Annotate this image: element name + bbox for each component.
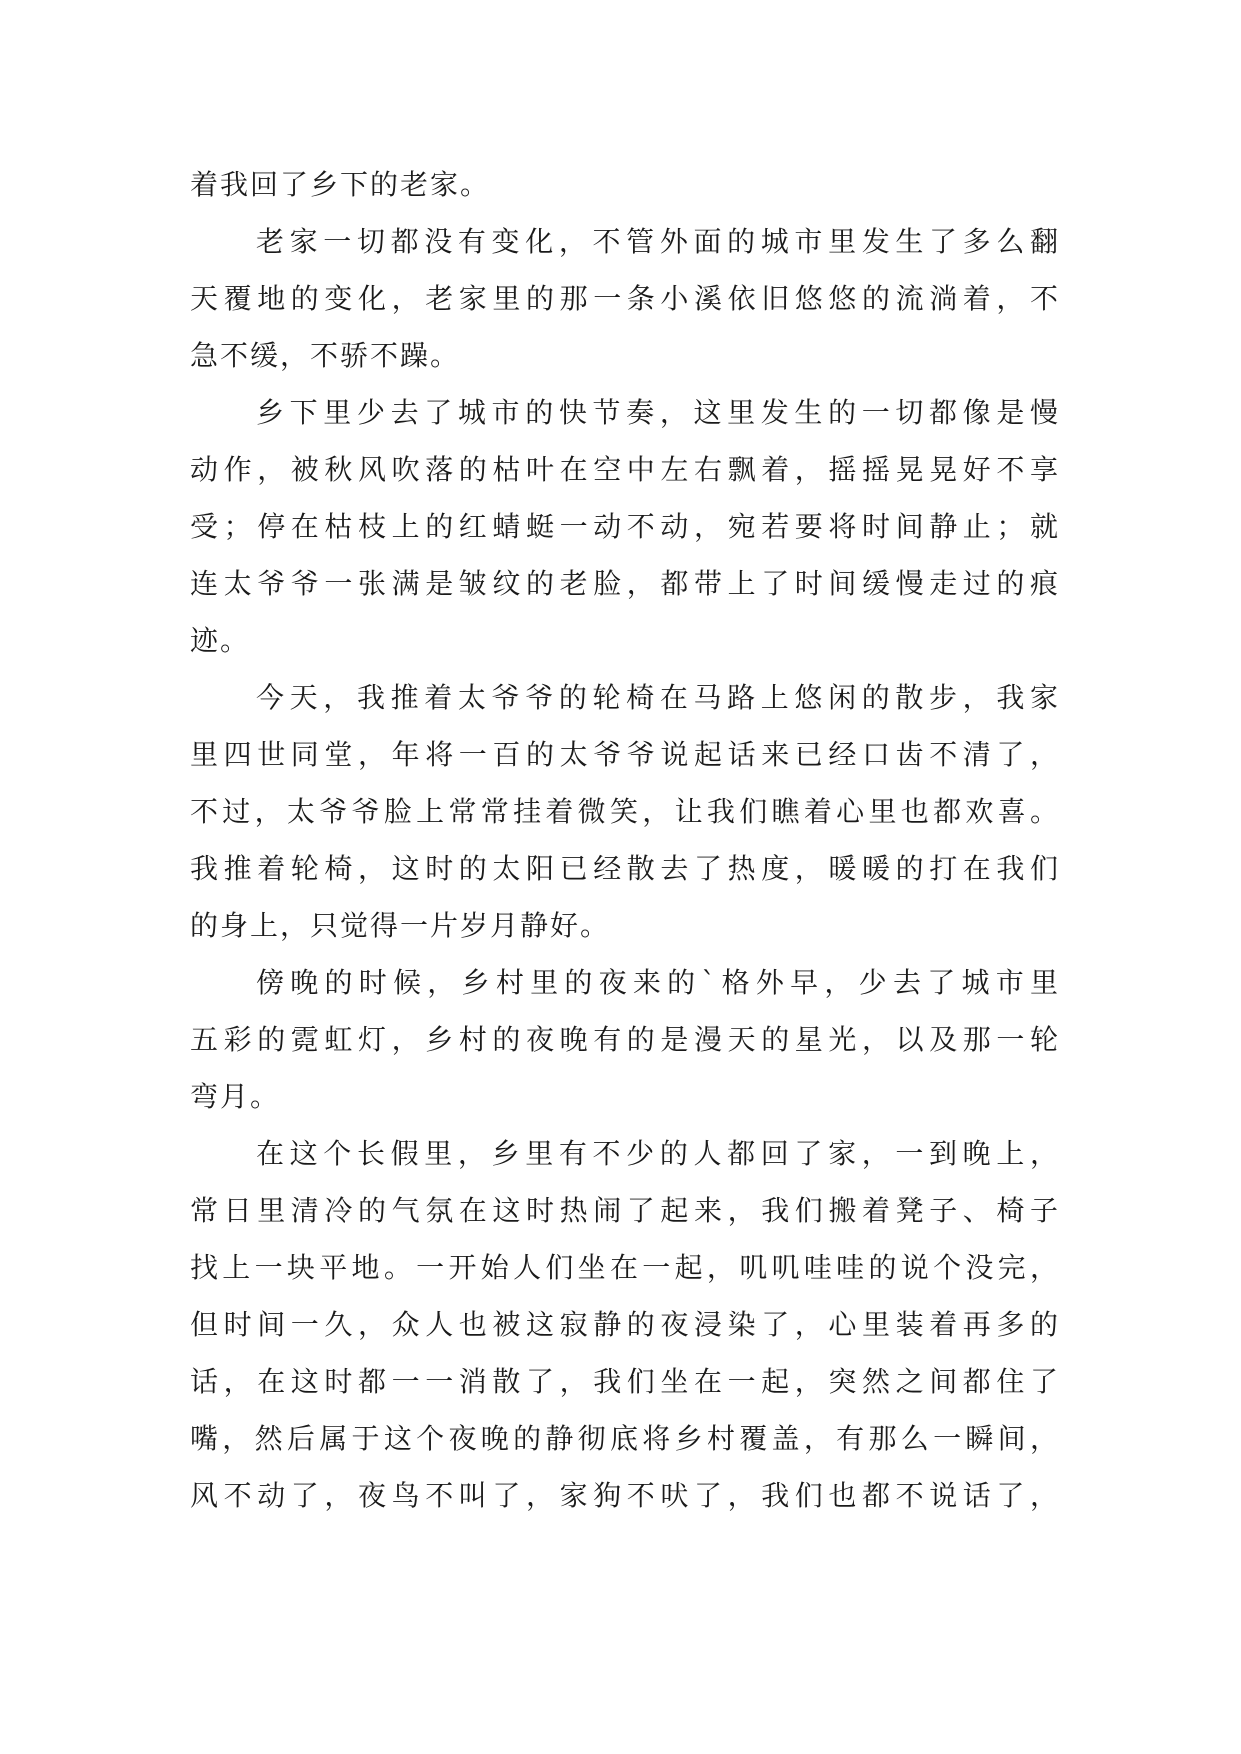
paragraph xyxy=(190,954,1060,1125)
text-line: 天覆地的变化，老家里的那一条小溪依旧悠悠的流淌着，不 xyxy=(190,282,1060,315)
text-line: 着我回了乡下的老家。 xyxy=(190,168,491,201)
paragraph xyxy=(190,669,1060,954)
document-body xyxy=(190,156,1060,1524)
text-line: 话，在这时都一一消散了，我们坐在一起，突然之间都住了 xyxy=(190,1365,1060,1398)
text-line: 连太爷爷一张满是皱纹的老脸，都带上了时间缓慢走过的痕 xyxy=(190,567,1060,600)
text-line: 找上一块平地。一开始人们坐在一起，叽叽哇哇的说个没完， xyxy=(190,1251,1060,1284)
paragraph xyxy=(190,384,1060,669)
text-line: 乡下里少去了城市的快节奏，这里发生的一切都像是慢 xyxy=(256,396,1060,429)
text-line: 的身上，只觉得一片岁月静好。 xyxy=(190,909,611,942)
text-line: 急不缓，不骄不躁。 xyxy=(190,339,461,372)
text-line: 动作，被秋风吹落的枯叶在空中左右飘着，摇摇晃晃好不享 xyxy=(190,453,1060,486)
text-line: 五彩的霓虹灯，乡村的夜晚有的是漫天的星光，以及那一轮 xyxy=(190,1023,1060,1056)
text-line: 老家一切都没有变化，不管外面的城市里发生了多么翻 xyxy=(256,225,1060,258)
text-line: 里四世同堂，年将一百的太爷爷说起话来已经口齿不清了， xyxy=(190,738,1060,771)
text-line: 但时间一久，众人也被这寂静的夜浸染了，心里装着再多的 xyxy=(190,1308,1060,1341)
paragraph xyxy=(190,156,1060,213)
text-line: 我推着轮椅，这时的太阳已经散去了热度，暖暖的打在我们 xyxy=(190,852,1060,885)
text-line: 弯月。 xyxy=(190,1080,281,1113)
text-line: 嘴，然后属于这个夜晚的静彻底将乡村覆盖，有那么一瞬间， xyxy=(190,1422,1060,1455)
text-line: 受；停在枯枝上的红蜻蜓一动不动，宛若要将时间静止；就 xyxy=(190,510,1060,543)
paragraph xyxy=(190,1125,1060,1524)
text-line: 傍晚的时候，乡村里的夜来的`格外早，少去了城市里 xyxy=(256,966,1060,999)
text-line: 迹。 xyxy=(190,624,251,657)
text-line: 今天，我推着太爷爷的轮椅在马路上悠闲的散步，我家 xyxy=(256,681,1060,714)
text-line: 风不动了，夜鸟不叫了，家狗不吠了，我们也都不说话了， xyxy=(190,1479,1060,1512)
text-line: 在这个长假里，乡里有不少的人都回了家，一到晚上， xyxy=(256,1137,1060,1170)
paragraph xyxy=(190,213,1060,384)
text-line: 不过，太爷爷脸上常常挂着微笑，让我们瞧着心里也都欢喜。 xyxy=(190,795,1060,828)
text-line: 常日里清冷的气氛在这时热闹了起来，我们搬着凳子、椅子 xyxy=(190,1194,1060,1227)
